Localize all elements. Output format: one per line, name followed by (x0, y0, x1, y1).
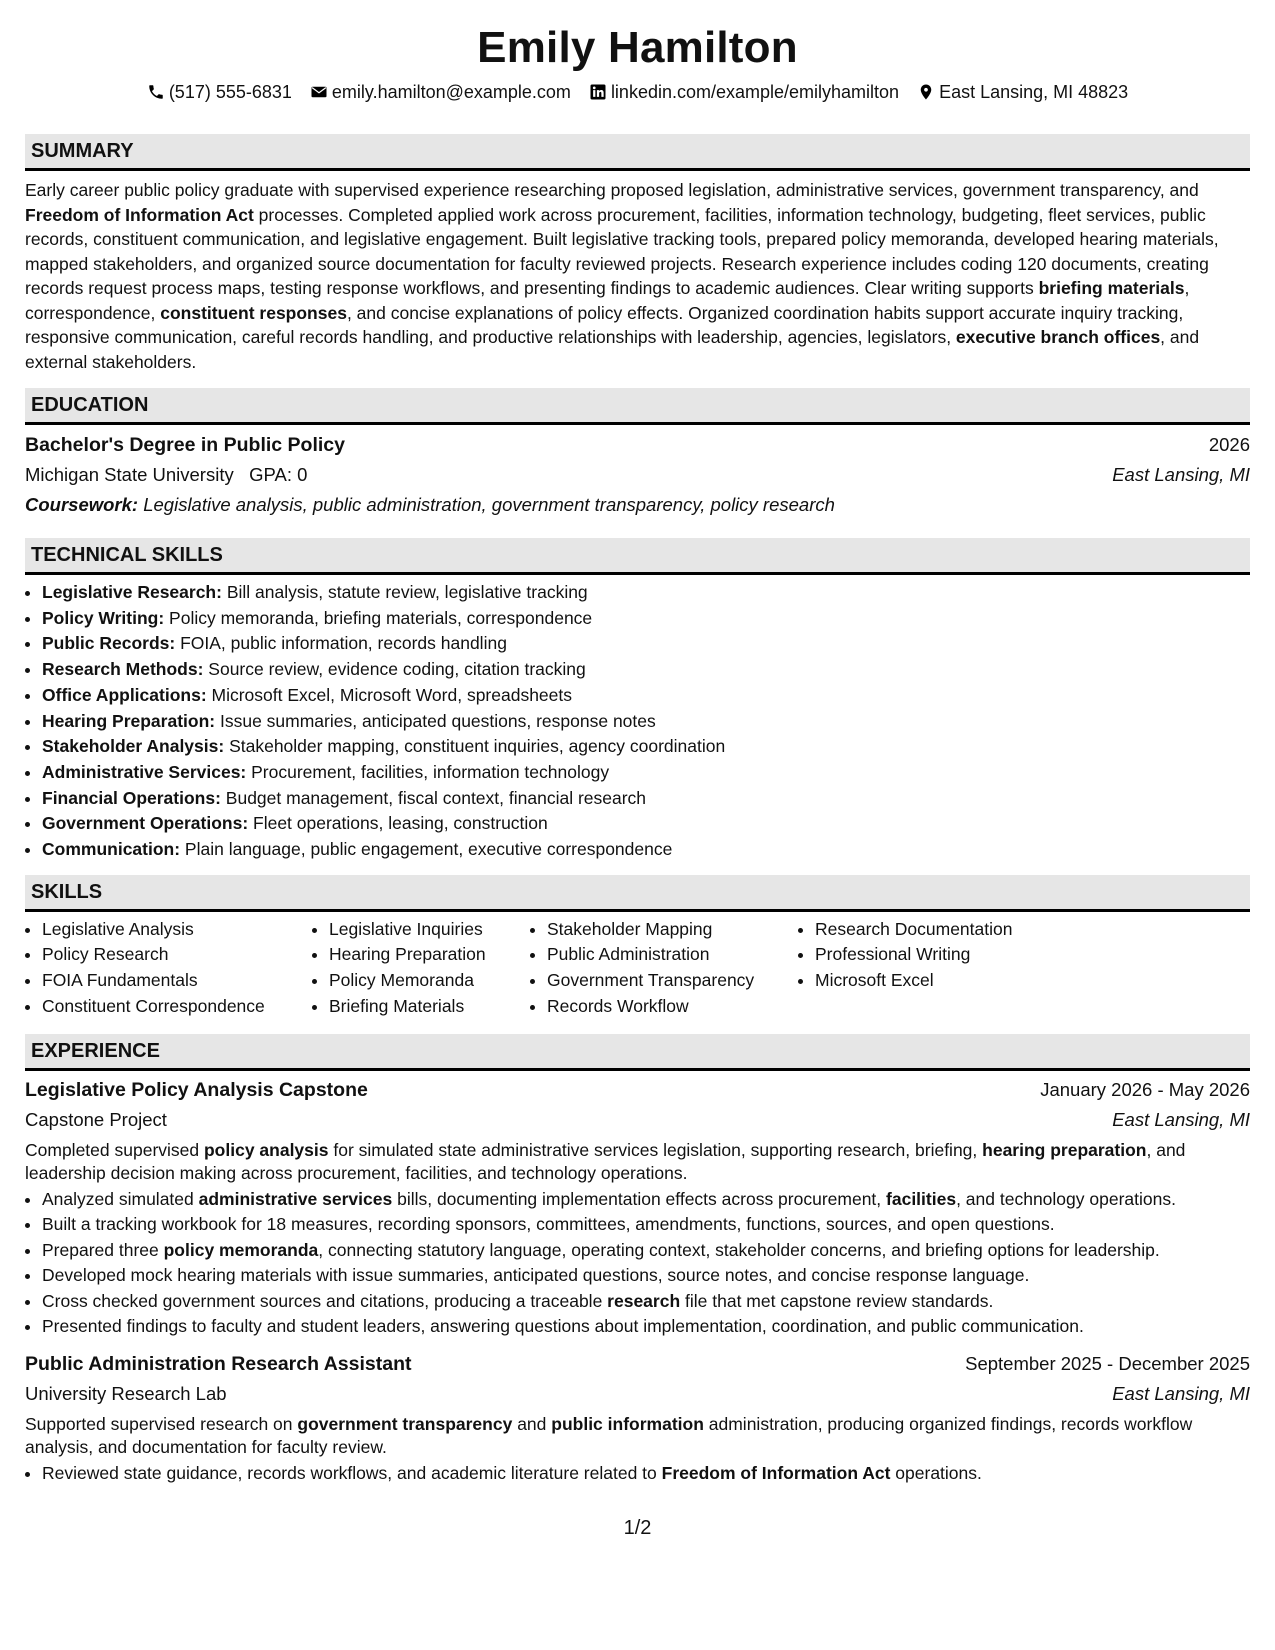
skill-item: • Records Workflow (547, 994, 798, 1020)
text-run: , connecting statutory language, operating context, stakeholder concerns, and briefing options for leadership. (318, 1239, 1160, 1260)
education-section (25, 388, 1250, 520)
text-run: Supported supervised research on (25, 1413, 298, 1434)
summary-section (25, 134, 1250, 374)
summary-bold: Freedom of Information Act (25, 204, 254, 225)
skill-text: Procurement, facilities, information technology (246, 761, 610, 782)
skill-label: Policy Writing: (42, 607, 165, 628)
skills-column (530, 917, 798, 1020)
bold-text: policy analysis (203, 1139, 329, 1160)
job-bullet (42, 1213, 1250, 1237)
text-run: operations. (890, 1462, 982, 1483)
experience-entry (25, 1349, 1250, 1486)
job-bullet (42, 1290, 1250, 1314)
technical-skills-list (25, 580, 1250, 863)
job-bullet (42, 1264, 1250, 1288)
summary-part: Early career public policy graduate with supervised experience researching proposed legislation, administrative services, government transparency, and (25, 180, 1199, 200)
job-location: East Lansing, MI (1112, 1108, 1250, 1130)
contact-bar (25, 80, 1250, 104)
job-title: Legislative Policy Analysis Capstone (25, 1078, 368, 1101)
skills-column (312, 917, 530, 1020)
contact-phone (147, 80, 292, 104)
contact-location (917, 80, 1128, 104)
bold-text: facilities (886, 1188, 957, 1209)
linkedin-text[interactable]: linkedin.com/example/emilyhamilton (610, 82, 900, 102)
bold-text: research (607, 1290, 681, 1311)
resume-page (25, 0, 1250, 1485)
text-run: , and technology operations. (956, 1188, 1176, 1209)
skill-item: • Professional Writing (815, 942, 1115, 968)
technical-skill-item (42, 734, 1250, 760)
summary-part: , correspondence, (25, 278, 1190, 323)
skill-label: Hearing Preparation: (42, 710, 216, 731)
skill-item: • Hearing Preparation (329, 942, 530, 968)
summary-bold: executive branch offices (955, 327, 1161, 347)
school-line (25, 460, 307, 490)
bold-text: Freedom of Information Act (661, 1462, 891, 1483)
skill-text: Bill analysis, statute review, legislative tracking (221, 582, 588, 602)
summary-part: , and external stakeholders. (25, 327, 1200, 372)
candidate-name: Emily Hamilton (477, 23, 798, 72)
text-run: , and leadership decision making across procurement, facilities, and technology operations. (25, 1139, 1186, 1184)
bold-text: public information (551, 1413, 704, 1434)
text-run: Prepared three (42, 1239, 164, 1260)
skill-item: • Briefing Materials (329, 994, 530, 1020)
technical-skills-section (25, 538, 1250, 863)
phone-text: (517) 555-6831 (168, 82, 292, 102)
skill-text: Stakeholder mapping, constituent inquiries, agency coordination (224, 736, 726, 757)
job-bullets (25, 1462, 1250, 1486)
skill-item: • Government Transparency (547, 968, 798, 994)
summary-text (25, 171, 1250, 374)
skill-item: • Legislative Inquiries (329, 917, 530, 943)
skill-label: Public Records: (42, 633, 176, 654)
job-org: University Research Lab (25, 1382, 227, 1404)
skill-label: Financial Operations: (42, 787, 221, 808)
skill-label: Legislative Research: (42, 582, 222, 602)
skill-item: • Research Documentation (815, 917, 1115, 943)
education-entry (25, 425, 1250, 520)
skills-columns (25, 912, 1250, 1020)
skill-label: Government Operations: (42, 813, 249, 834)
coursework-line (25, 490, 1250, 520)
technical-skill-item (42, 811, 1250, 837)
text-run: file that met capstone review standards. (680, 1290, 994, 1311)
text-run: Built a tracking workbook for 18 measures, recording sponsors, committees, amendments, functions, sources, and open questions. (42, 1214, 1055, 1235)
text-run: for simulated state administrative services legislation, supporting research, briefing, (328, 1139, 983, 1160)
job-dates: January 2026 - May 2026 (1040, 1078, 1250, 1100)
skill-item: • FOIA Fundamentals (42, 968, 312, 994)
skills-section (25, 875, 1250, 1020)
summary-bold: constituent responses (160, 302, 347, 323)
location-text: East Lansing, MI 48823 (939, 82, 1129, 102)
summary-part: , and concise explanations of policy effects. Organized coordination habits support accurate inquiry tracking, responsive communication, careful records handling, and productive relationships with leadership, agencies, legislators, (25, 302, 1184, 347)
skill-text: FOIA, public information, records handling (175, 633, 507, 654)
phone-icon (147, 83, 165, 101)
text-run: Analyzed simulated (42, 1188, 199, 1209)
contact-linkedin[interactable] (589, 80, 899, 104)
job-bullet (42, 1188, 1250, 1212)
linkedin-icon (589, 83, 607, 101)
skill-item: • Constituent Correspondence (42, 994, 312, 1020)
technical-skill-item (42, 606, 1250, 632)
page-number: 1/2 (623, 1517, 652, 1539)
education-heading: EDUCATION (25, 388, 1250, 425)
technical-skill-item (42, 786, 1250, 812)
envelope-icon (310, 83, 328, 101)
skill-text: Microsoft Excel, Microsoft Word, spreadsheets (206, 684, 573, 705)
skill-item: • Public Administration (547, 942, 798, 968)
bold-text: hearing preparation (982, 1139, 1147, 1160)
skill-text: Issue summaries, anticipated questions, response notes (215, 710, 656, 731)
bold-text: government transparency (297, 1413, 513, 1434)
skill-item: • Policy Research (42, 942, 312, 968)
job-title-row (25, 1349, 1250, 1379)
education-location: East Lansing, MI (1112, 464, 1250, 485)
email-text[interactable]: emily.hamilton@example.com (331, 82, 571, 102)
experience-section (25, 1034, 1250, 1486)
degree-title: Bachelor's Degree in Public Policy (25, 434, 345, 456)
gpa: GPA: 0 (249, 464, 308, 485)
job-location: East Lansing, MI (1112, 1382, 1250, 1404)
experience-heading: EXPERIENCE (25, 1034, 1250, 1071)
school-name: Michigan State University (25, 464, 234, 485)
education-sub-row (25, 460, 1250, 490)
experience-list (25, 1071, 1250, 1486)
skill-text: Budget management, fiscal context, financial research (220, 787, 647, 808)
text-run: Developed mock hearing materials with issue summaries, anticipated questions, source notes, and concise response language. (42, 1265, 1030, 1286)
summary-heading: SUMMARY (25, 134, 1250, 171)
technical-skill-item (42, 709, 1250, 735)
skill-label: Research Methods: (42, 659, 204, 680)
job-bullet (42, 1462, 1250, 1486)
skill-label: Administrative Services: (42, 761, 247, 782)
job-bullet (42, 1239, 1250, 1263)
skill-label: Stakeholder Analysis: (42, 736, 225, 757)
skill-text: Plain language, public engagement, executive correspondence (180, 839, 673, 860)
job-bullet (42, 1315, 1250, 1339)
coursework-text: Legislative analysis, public administration, government transparency, policy research (138, 494, 835, 515)
contact-email[interactable] (310, 80, 571, 104)
job-description (25, 1139, 1250, 1186)
bold-text: administrative services (198, 1188, 393, 1209)
education-year: 2026 (1208, 434, 1250, 455)
job-org-row (25, 1379, 1250, 1409)
job-description (25, 1413, 1250, 1460)
skill-label: Communication: (42, 839, 181, 860)
job-title: Public Administration Research Assistant (25, 1352, 412, 1375)
technical-skill-item (42, 631, 1250, 657)
bold-text: policy memoranda (163, 1239, 319, 1260)
technical-skill-item (42, 837, 1250, 863)
text-run: and (512, 1413, 552, 1434)
job-org: Capstone Project (25, 1108, 167, 1130)
text-run: administration, producing organized findings, records workflow analysis, and documentation for faculty review. (25, 1413, 1193, 1458)
map-pin-icon (917, 83, 935, 101)
job-bullets (25, 1188, 1250, 1339)
education-title-row (25, 430, 1250, 460)
job-dates: September 2025 - December 2025 (965, 1352, 1250, 1374)
skill-item: • Legislative Analysis (42, 917, 312, 943)
skills-heading: SKILLS (25, 875, 1250, 912)
technical-skill-item (42, 580, 1250, 606)
skill-item: • Policy Memoranda (329, 968, 530, 994)
skill-item: • Stakeholder Mapping (547, 917, 798, 943)
experience-entry (25, 1075, 1250, 1339)
coursework-label: Coursework: (25, 494, 139, 515)
technical-skills-heading: TECHNICAL SKILLS (25, 538, 1250, 575)
summary-bold: briefing materials (1038, 278, 1185, 298)
technical-skill-item (42, 683, 1250, 709)
text-run: Presented findings to faculty and student leaders, answering questions about implementation, coordination, and public communication. (42, 1316, 1084, 1337)
summary-part: processes. Completed applied work across procurement, facilities, information technology, budgeting, fleet services, public records, constituent communication, and legislative engagement. Built legislative tracking tools, prepared policy memoranda, developed hearing materials, mapped stakeholders, and organized source documentation for faculty reviewed projects. Research experience includes coding 120 documents, creating records request process maps, testing response workflows, and presenting findings to academic audiences. Clear writing supports (25, 204, 1219, 298)
skill-text: Fleet operations, leasing, construction (248, 813, 548, 834)
text-run: Reviewed state guidance, records workflows, and academic literature related to (42, 1462, 662, 1483)
skill-text: Policy memoranda, briefing materials, correspondence (164, 607, 593, 628)
job-title-row (25, 1075, 1250, 1105)
text-run: Completed supervised (25, 1139, 204, 1160)
job-org-row (25, 1105, 1250, 1135)
skills-column (798, 917, 1115, 1020)
text-run: bills, documenting implementation effects across procurement, (392, 1188, 887, 1209)
skill-label: Office Applications: (42, 684, 207, 705)
text-run: Cross checked government sources and citations, producing a traceable (42, 1290, 608, 1311)
technical-skill-item (42, 657, 1250, 683)
skill-text: Source review, evidence coding, citation tracking (203, 659, 586, 680)
technical-skill-item (42, 760, 1250, 786)
skill-item: • Microsoft Excel (815, 968, 1115, 994)
skills-column (25, 917, 312, 1020)
